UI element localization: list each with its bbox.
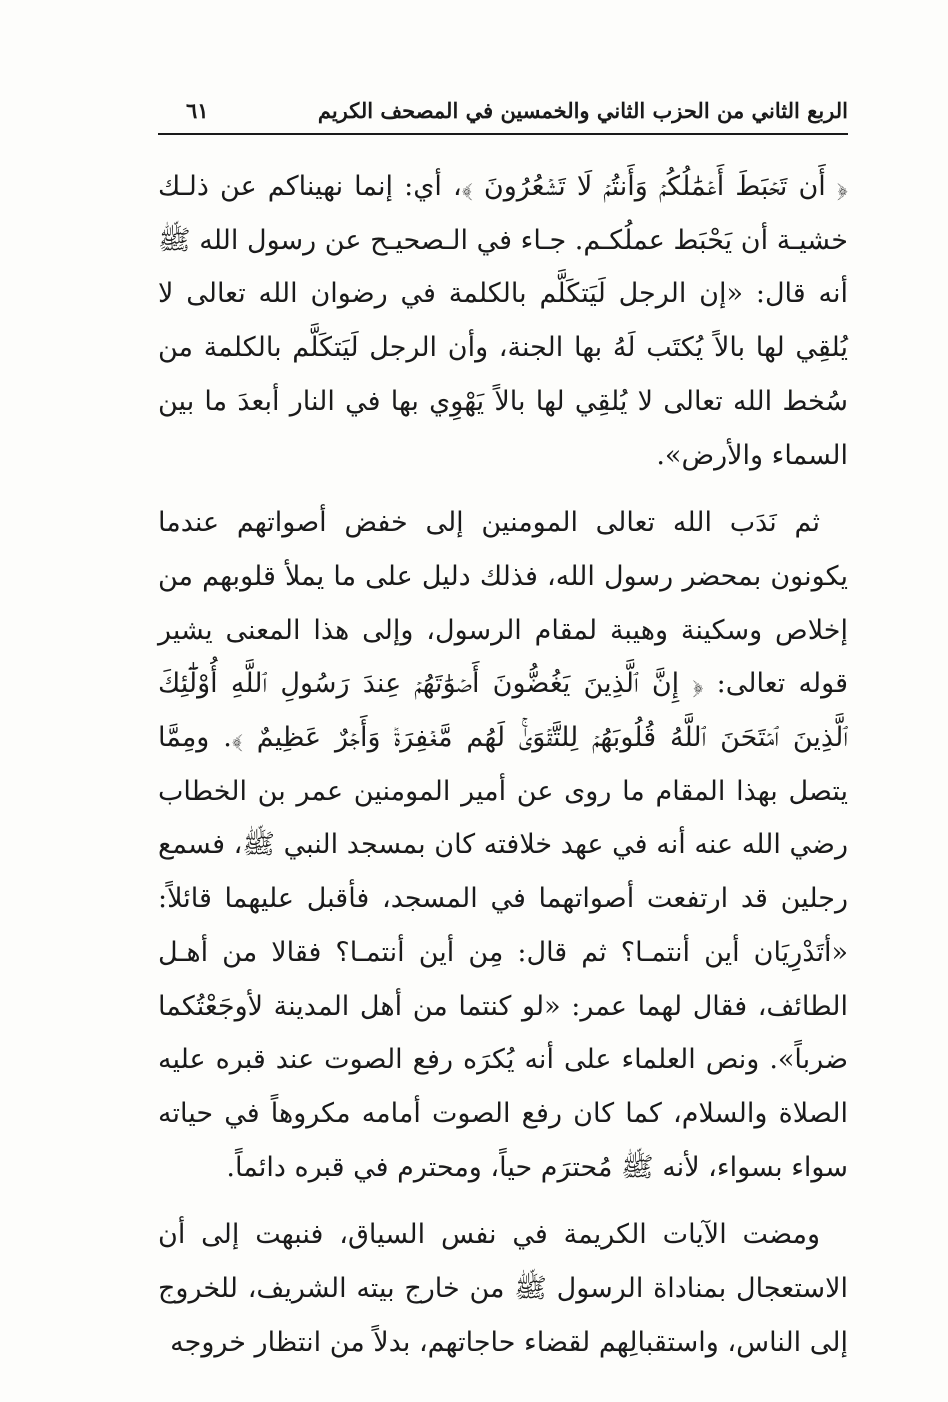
paragraph-3: ومضت الآيات الكريمة في نفس السياق، فنبهت إلى أن الاستعجال بمناداة الرسول ﷺ من خارج بيته الشريف، للخروج إلى الناس، واستقبالِهم لقضاء حاجاتهم، بدلاً من انتظار خروجه bbox=[158, 1219, 848, 1358]
paragraph-2: ثم نَدَب الله تعالى المومنين إلى خفض أصواتهم عندما يكونون بمحضر رسول الله، فذلك دليل على ما يملأ قلوبهم من إخلاص وسكينة وهيبة لمقام الرسول، وإلى هذا المعنى يشير قوله تعالى: ﴿ إِنَّ ٱلَّذِينَ يَغُضُّونَ أَصۡوَٰتَهُمۡ عِندَ رَسُولِ ٱللَّهِ أُوْلَٰٓئِكَ ٱلَّذِينَ ٱمۡتَحَنَ ٱللَّهُ قُلُوبَهُمۡ لِلتَّقۡوَىٰۚ لَهُم مَّغۡفِرَةٞ وَأَجۡرٌ عَظِيمٌ ﴾. ومِمَّا يتصل بهذا المقام ما روى عن أمير المومنين عمر بن الخطاب رضي الله عنه أنه في عهد خلافته كان بمسجد النبي ﷺ، فسمع رجلين قد ارتفعت أصواتهما في المسجد، فأقبل عليهما قائلاً: «أتَدْرِيَان أين أنتمـا؟ ثم قال: مِن أين أنتمـا؟ فقالا من أهـل الطائف، فقال لهما عمر: «لو كنتما من أهل المدينة لأوجَعْتُكما ضرباً». ونص العلماء على أنه يُكرَه رفع الصوت عند قبره عليه الصلاة والسلام، كما كان رفع الصوت أمامه مكروهاً في حياته سواء بسواء، لأنه ﷺ مُحترَم حياً، ومحترم في قبره دائماً. bbox=[158, 507, 848, 1183]
page-number: ٦١ bbox=[186, 98, 209, 123]
header-divider bbox=[158, 133, 848, 135]
paragraph-1: ﴿ أَن تَحۡبَطَ أَعۡمَٰلُكُمۡ وَأَنتُمۡ لَا تَشۡعُرُونَ ﴾، أي: إنما نهيناكم عن ذلـك خشيـة أن يَحْبَط عملُكـم. جـاء في الـصحيـح عن رسول الله ﷺ أنه قال: «إن الرجل لَيَتكَلَّم بالكلمة في رضوان الله تعالى لا يُلقِي لها بالاً يُكتَب لَهُ بها الجنة، وأن الرجل لَيَتكَلَّم بالكلمة من سُخط الله تعالى لا يُلقِي لها بالاً يَهْوِي بها في النار أبعدَ ما بين السماء والأرض». bbox=[158, 171, 848, 471]
running-header bbox=[158, 92, 848, 132]
body-text bbox=[158, 160, 848, 1369]
header-title: الربع الثاني من الحزب الثاني والخمسين في المصحف الكريم bbox=[317, 98, 848, 123]
